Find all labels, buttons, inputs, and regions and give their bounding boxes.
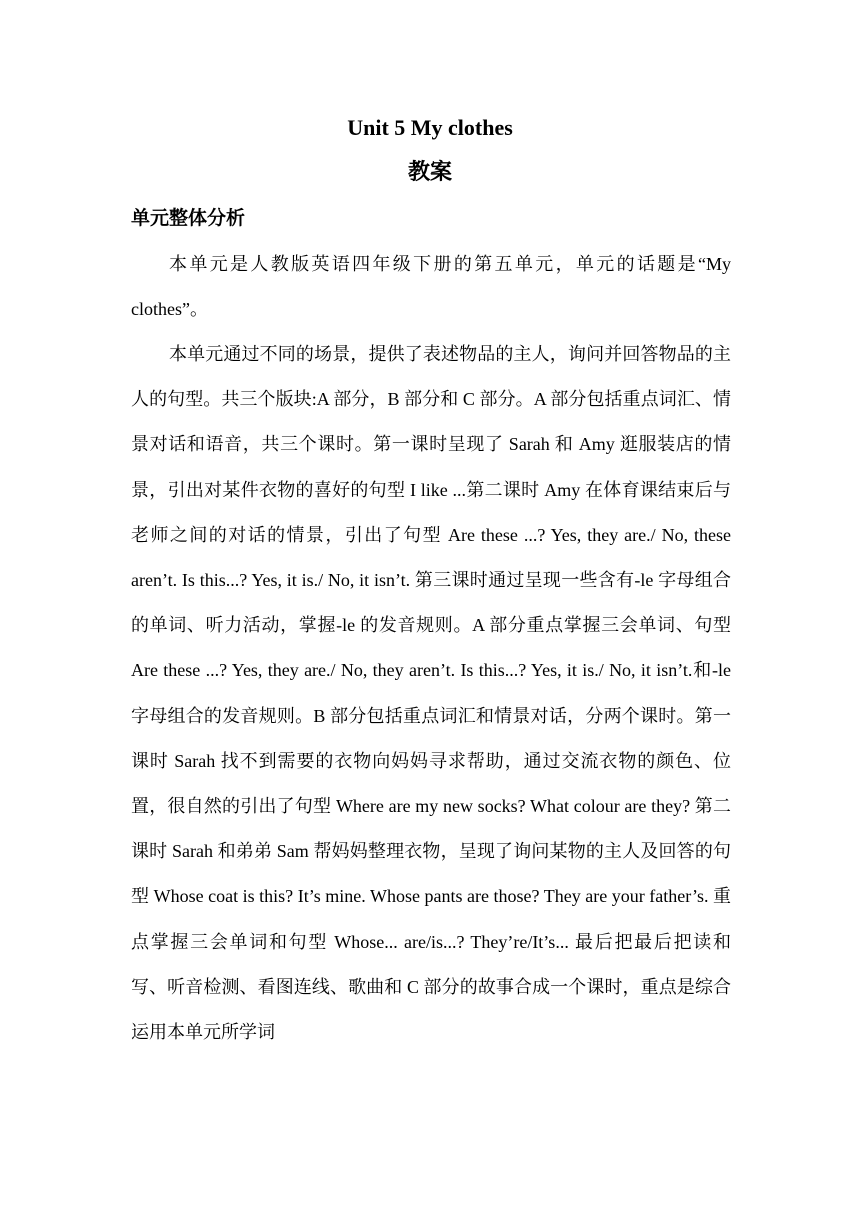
paragraph-analysis: 本单元通过不同的场景，提供了表述物品的主人，询问并回答物品的主人的句型。共三个版块:A 部分，B 部分和 C 部分。A 部分包括重点词汇、情景对话和语音，共三个课时。第一课时呈现了 Sarah 和 Amy 逛服装店的情景，引出对某件衣物的喜好的句型 I like ...第二课时 Amy 在体育课结束后与老师之间的对话的情景，引出了句型 Are these ...? Yes, they are./ No, these aren’t. Is this...? Yes, it is./ No, it isn’t. 第三课时通过呈现一些含有-le 字母组合的单词、听力活动，掌握-le 的发音规则。A 部分重点掌握三会单词、句型 Are these ...? Yes, they are./ No, they aren’t. Is this...? Yes, it is./ No, it isn’t.和-le 字母组合的发音规则。B 部分包括重点词汇和情景对话，分两个课时。第一课时 Sarah 找不到需要的衣物向妈妈寻求帮助，通过交流衣物的颜色、位置，很自然的引出了句型 Where are my new socks? What colour are they? 第二课时 Sarah 和弟弟 Sam 帮妈妈整理衣物，呈现了询问某物的主人及回答的句型 Whose coat is this? It’s mine. Whose pants are those? They are your father’s. 重点掌握三会单词和句型 Whose... are/is...? They’re/It’s... 最后把最后把读和写、听音检测、看图连线、歌曲和 C 部分的故事合成一个课时，重点是综合运用本单元所学词 <box>131 344 731 1043</box>
document-title: Unit 5 My clothes <box>347 115 513 140</box>
document-subtitle: 教案 <box>407 159 452 184</box>
paragraph-intro: 本单元是人教版英语四年级下册的第五单元，单元的话题是“My clothes”。 <box>131 254 731 320</box>
section-heading: 单元整体分析 <box>131 207 246 229</box>
